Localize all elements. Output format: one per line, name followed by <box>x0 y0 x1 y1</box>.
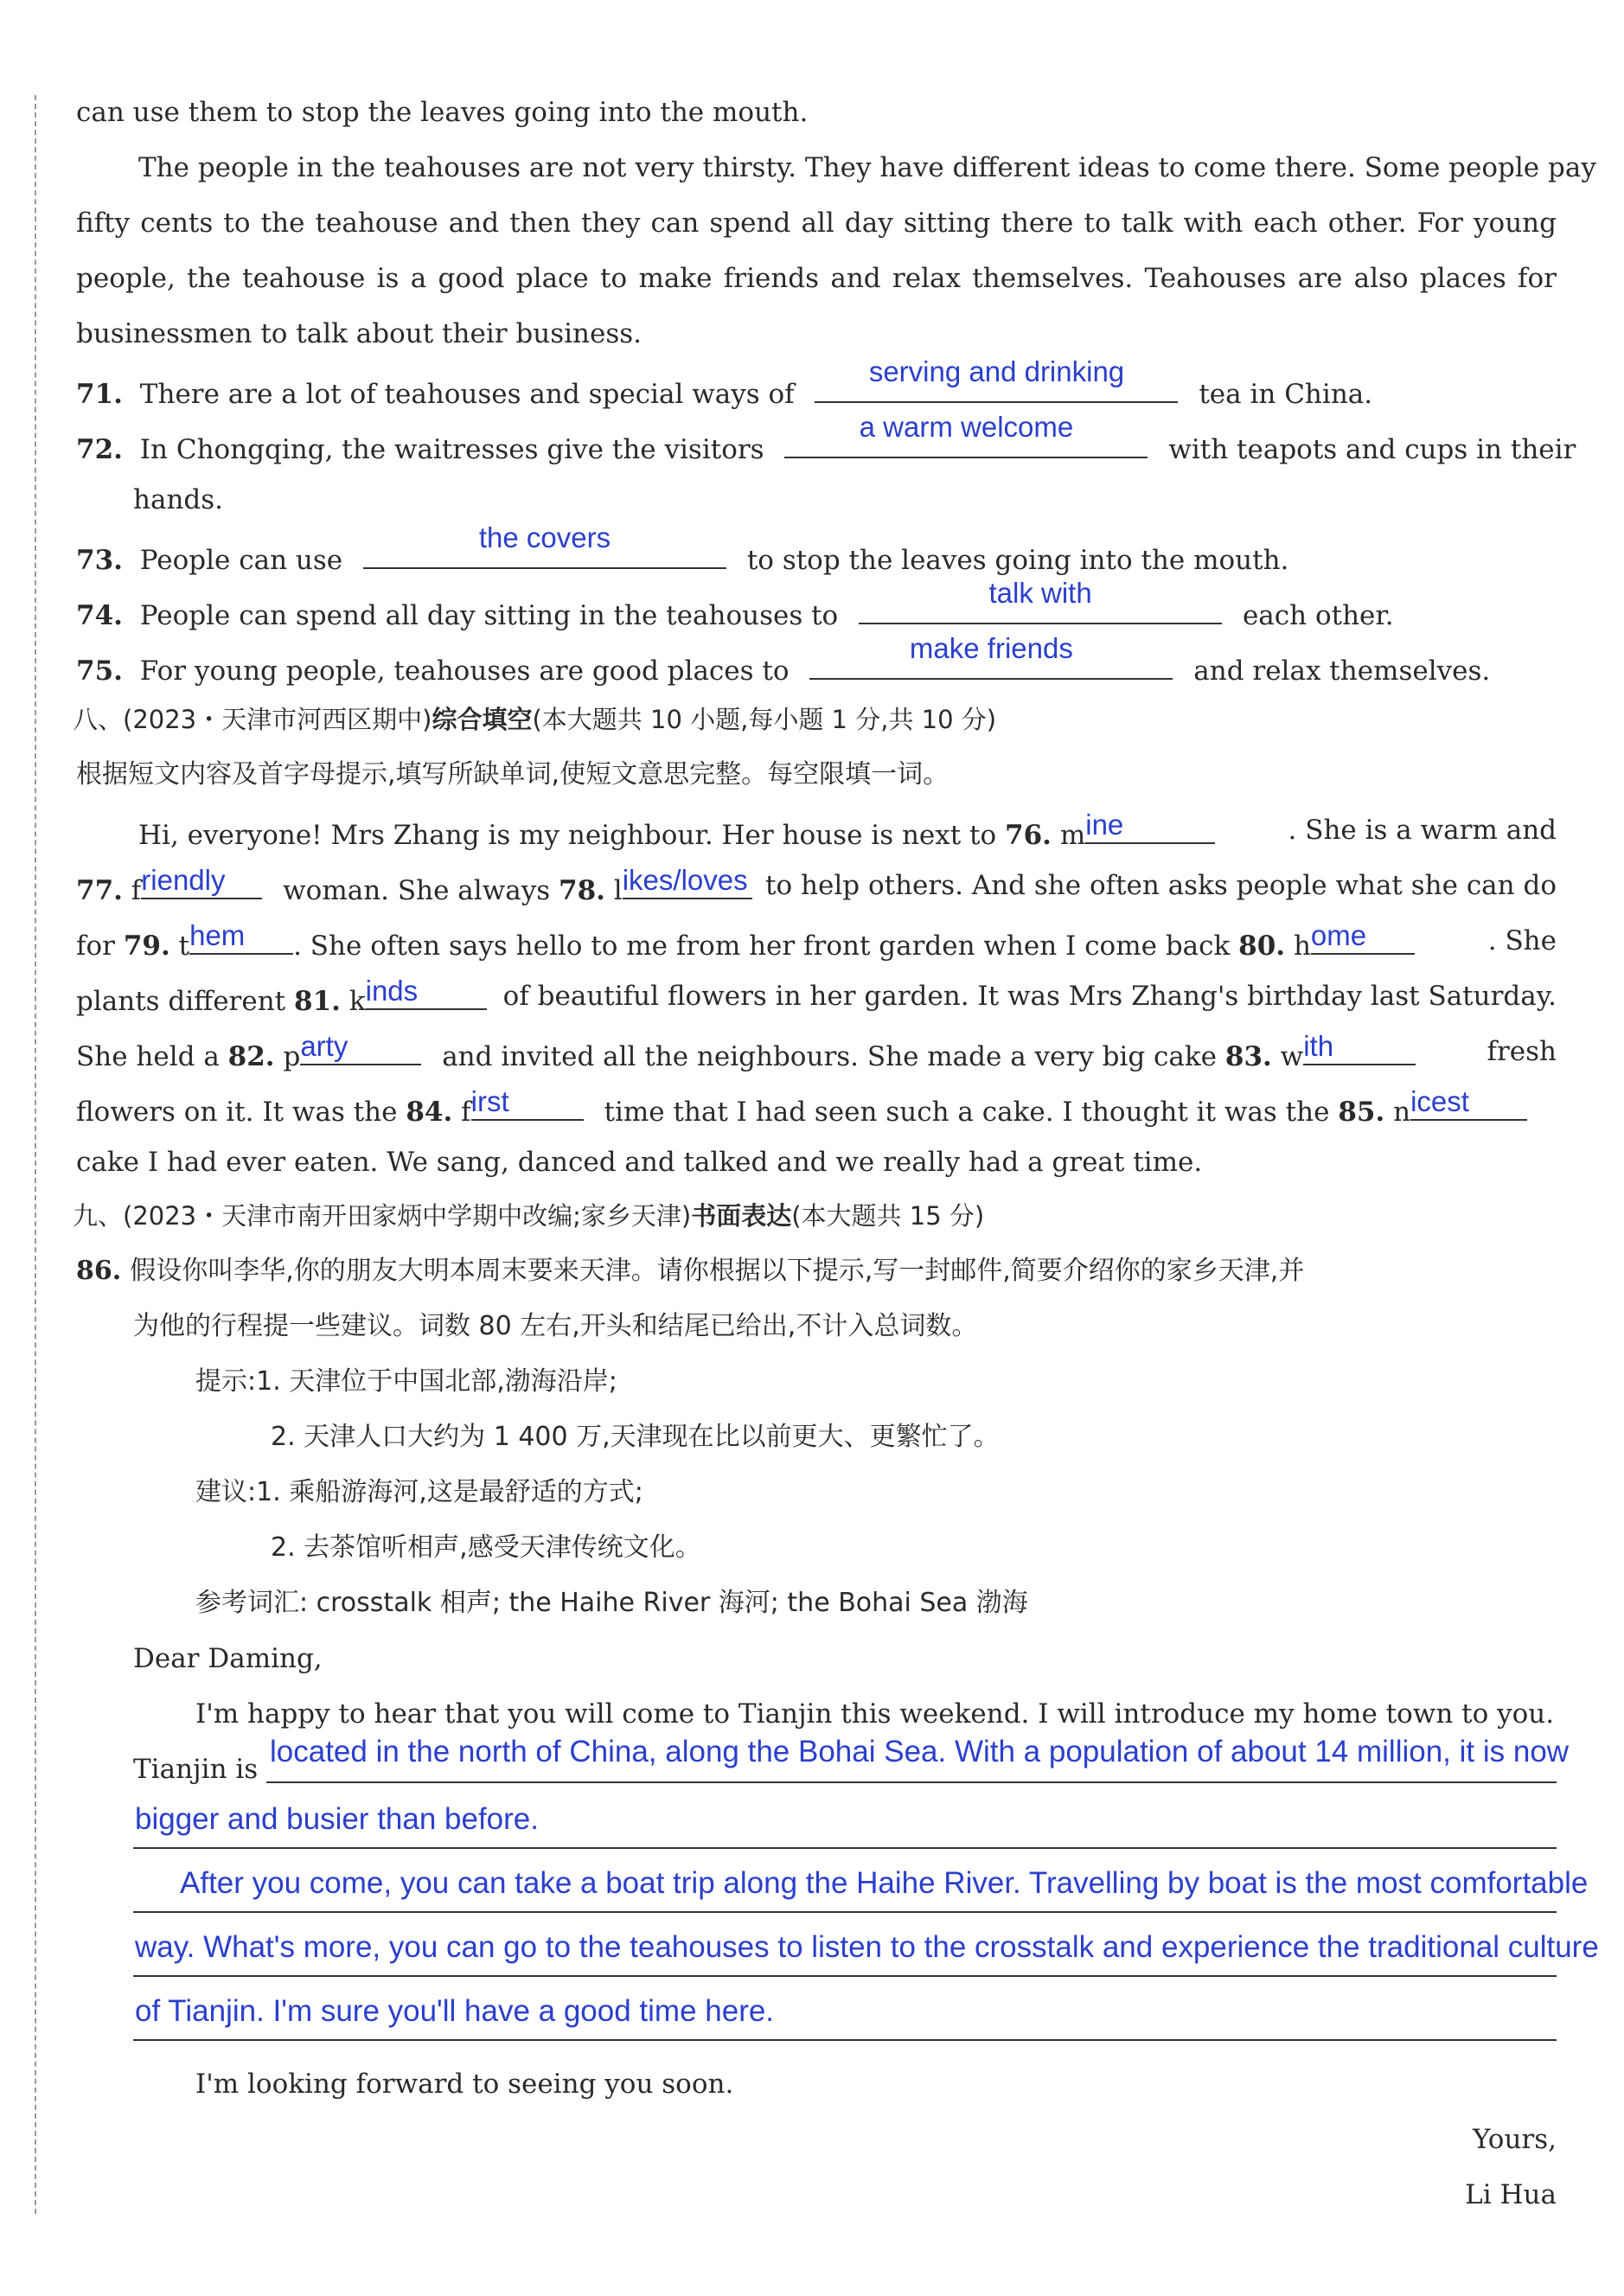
question-text: For young people, teahouses are good places to <box>139 656 790 687</box>
essay-answer: way. What's more, you can go to the teahouses to listen to the crosstalk and experience the traditional culture <box>135 1930 1599 1964</box>
answer-text: a warm welcome <box>859 411 1074 443</box>
cloze-text: . She <box>1487 925 1557 956</box>
section-8-header <box>73 702 1553 737</box>
vocab-line: 参考词汇: crosstalk 相声; the Haihe River 海河; the Bohai Sea 渤海 <box>195 1588 1028 1618</box>
answer-text: ome <box>1310 919 1367 951</box>
cloze-blank-78[interactable] <box>622 864 752 899</box>
blank-number: 76. <box>1005 820 1052 851</box>
blank-number: 81. <box>294 986 341 1017</box>
answer-text: ine <box>1085 809 1124 841</box>
question-73 <box>76 521 1557 578</box>
answer-text: the covers <box>478 521 611 553</box>
reading-line: can use them to stop the leaves going into the mouth. <box>76 97 809 128</box>
question-text: People can spend all day sitting in the teahouses to <box>139 600 839 631</box>
cloze-line <box>76 1085 1557 1129</box>
letter-greeting: Dear Daming, <box>133 1643 323 1674</box>
margin-rule <box>35 95 36 2214</box>
initial-letter: t <box>178 931 190 962</box>
blank-number: 79. <box>123 931 170 962</box>
answer-text: icest <box>1410 1085 1469 1117</box>
answer-blank[interactable] <box>809 632 1173 680</box>
question-text: and relax themselves. <box>1193 656 1491 687</box>
blank-number: 78. <box>559 875 605 906</box>
cloze-text: of beautiful flowers in her garden. It was Mrs Zhang's birthday last Saturday. <box>502 981 1557 1012</box>
section-source: (2023・天津市河西区期中) <box>123 705 432 734</box>
initial-letter: w <box>1280 1041 1304 1072</box>
suggestion-line: 2. 去茶馆听相声,感受天津传统文化。 <box>271 1532 701 1563</box>
essay-answer: After you come, you can take a boat trip along the Haihe River. Travelling by boat is the most comfortable <box>180 1866 1589 1900</box>
answer-text: make friends <box>909 632 1073 664</box>
section-score: (本大题共 15 分) <box>791 1201 985 1231</box>
suggestion-text: 1. 乘船游海河,这是最舒适的方式; <box>256 1477 643 1507</box>
section-8-instruction: 根据短文内容及首字母提示,填写所缺单词,使短文意思完整。每空限填一词。 <box>76 759 949 790</box>
answer-text: hem <box>189 919 246 951</box>
essay-answer: located in the north of China, along the Bohai Sea. With a population of about 14 million, it is now <box>270 1735 1570 1768</box>
hint-line: 2. 天津人口大约为 1 400 万,天津现在比以前更大、更繁忙了。 <box>271 1422 1000 1452</box>
reading-line: fifty cents to the teahouse and then they can spend all day sitting there to talk with each other. For young <box>76 208 1557 239</box>
cloze-line <box>76 919 1557 963</box>
prompt-text: 假设你叫李华,你的朋友大明本周末要来天津。请你根据以下提示,写一封邮件,简要介绍你的家乡天津,并 <box>130 1256 1305 1286</box>
answer-text: inds <box>365 975 419 1007</box>
cloze-line <box>76 1030 1557 1074</box>
question-number: 86. <box>76 1256 122 1286</box>
question-72-cont: hands. <box>133 484 224 515</box>
suggestion-label: 建议: <box>195 1477 257 1507</box>
hint-line <box>195 1365 1624 1399</box>
cloze-text: fresh <box>1487 1036 1557 1067</box>
answer-text: irst <box>470 1085 509 1117</box>
question-number: 71. <box>76 379 123 410</box>
cloze-blank-80[interactable] <box>1310 919 1415 955</box>
cloze-blank-77[interactable] <box>141 864 262 899</box>
reading-line: The people in the teahouses are not very thirsty. They have different ideas to come there. Some people pay <box>138 152 1596 183</box>
question-text: with teapots and cups in their <box>1168 434 1576 465</box>
section-title: 书面表达 <box>691 1201 792 1231</box>
question-text: each other. <box>1242 600 1394 631</box>
letter-intro: I'm happy to hear that you will come to Tianjin this weekend. I will introduce my home town to you. <box>195 1698 1555 1730</box>
essay-answer: of Tianjin. I'm sure you'll have a good time here. <box>135 1994 775 2028</box>
cloze-blank-83[interactable] <box>1303 1030 1416 1065</box>
answer-blank[interactable] <box>784 411 1148 458</box>
answer-text: riendly <box>141 864 226 896</box>
section-title: 综合填空 <box>432 705 533 734</box>
initial-letter: p <box>283 1041 301 1072</box>
section-number: 九、 <box>73 1201 124 1231</box>
initial-letter: f <box>461 1097 471 1128</box>
answer-text: serving and drinking <box>868 355 1125 387</box>
hint-text: 1. 天津位于中国北部,渤海沿岸; <box>256 1366 617 1397</box>
blank-number: 77. <box>76 875 123 906</box>
cloze-blank-81[interactable] <box>365 975 487 1010</box>
answer-blank[interactable] <box>363 521 726 569</box>
initial-letter: l <box>613 875 623 906</box>
cloze-line <box>76 975 1557 1019</box>
letter-signoff: Yours, <box>1473 2124 1557 2155</box>
cloze-text: time that I had seen such a cake. I thought it was the <box>604 1097 1330 1128</box>
question-number: 72. <box>76 434 123 465</box>
question-74 <box>76 577 1557 633</box>
cloze-blank-76[interactable] <box>1085 809 1215 844</box>
hint-label: 提示: <box>195 1366 257 1397</box>
letter-signature: Li Hua <box>1465 2179 1557 2210</box>
section-score: (本大题共 10 小题,每小题 1 分,共 10 分) <box>532 705 997 734</box>
cloze-line <box>138 809 1557 853</box>
writing-prompt <box>76 1254 1557 1289</box>
cloze-text: flowers on it. It was the <box>76 1097 398 1128</box>
cloze-blank-79[interactable] <box>189 919 293 955</box>
initial-letter: h <box>1293 931 1311 962</box>
question-text: People can use <box>139 545 343 576</box>
reading-line: people, the teahouse is a good place to make friends and relax themselves. Teahouses are also places for <box>76 263 1557 294</box>
question-text: tea in China. <box>1199 379 1373 410</box>
cloze-blank-84[interactable] <box>470 1085 584 1121</box>
blank-number: 80. <box>1238 931 1286 962</box>
cloze-text: . She is a warm and <box>1288 815 1557 846</box>
initial-letter: m <box>1059 820 1086 851</box>
cloze-text: plants different <box>76 986 286 1017</box>
answer-blank[interactable] <box>815 355 1178 403</box>
question-number: 74. <box>76 600 123 631</box>
answer-blank[interactable] <box>859 577 1222 624</box>
question-71 <box>76 355 1557 412</box>
cloze-text: woman. She always <box>283 875 551 906</box>
section-9-header <box>73 1199 1553 1233</box>
writing-prompt: 为他的行程提一些建议。词数 80 左右,开头和结尾已给出,不计入总词数。 <box>133 1311 978 1341</box>
cloze-text: Hi, everyone! Mrs Zhang is my neighbour. Her house is next to <box>138 820 997 851</box>
question-number: 75. <box>76 656 123 687</box>
blank-number: 82. <box>227 1041 275 1072</box>
question-75 <box>76 632 1557 688</box>
cloze-blank-82[interactable] <box>300 1030 421 1065</box>
reading-line: businessmen to talk about their business. <box>76 318 643 349</box>
question-number: 73. <box>76 545 123 576</box>
answer-text: arty <box>300 1030 348 1062</box>
initial-letter: f <box>131 875 142 906</box>
cloze-text: to help others. And she often asks people what she can do <box>765 870 1557 901</box>
cloze-text: She held a <box>76 1041 220 1072</box>
initial-letter: n <box>1393 1097 1411 1128</box>
cloze-blank-85[interactable] <box>1410 1085 1527 1121</box>
blank-number: 85. <box>1338 1097 1385 1128</box>
answer-text: ith <box>1303 1030 1334 1062</box>
answer-text: ikes/loves <box>622 864 748 896</box>
question-text: In Chongqing, the waitresses give the visitors <box>139 434 764 465</box>
blank-number: 83. <box>1224 1041 1272 1072</box>
question-72 <box>76 411 1576 467</box>
cloze-text: and invited all the neighbours. She made a very big cake <box>442 1041 1218 1072</box>
question-text: to stop the leaves going into the mouth. <box>746 545 1289 576</box>
cloze-text: for <box>76 931 115 962</box>
cloze-line <box>76 864 1557 908</box>
initial-letter: k <box>348 986 366 1017</box>
essay-answer: bigger and busier than before. <box>135 1802 539 1836</box>
blank-number: 84. <box>406 1097 453 1128</box>
letter-closing: I'm looking forward to seeing you soon. <box>195 2069 734 2100</box>
section-number: 八、 <box>73 705 124 734</box>
answer-text: talk with <box>988 577 1092 609</box>
question-text: There are a lot of teahouses and special ways of <box>139 379 795 410</box>
letter-lead: Tianjin is <box>133 1754 259 1785</box>
suggestion-line <box>195 1475 1624 1510</box>
cloze-text: . She often says hello to me from her front garden when I come back <box>293 931 1231 962</box>
section-source: (2023・天津市南开田家炳中学期中改编;家乡天津) <box>123 1201 692 1231</box>
cloze-line: cake I had ever eaten. We sang, danced and talked and we really had a great time. <box>76 1147 1203 1178</box>
